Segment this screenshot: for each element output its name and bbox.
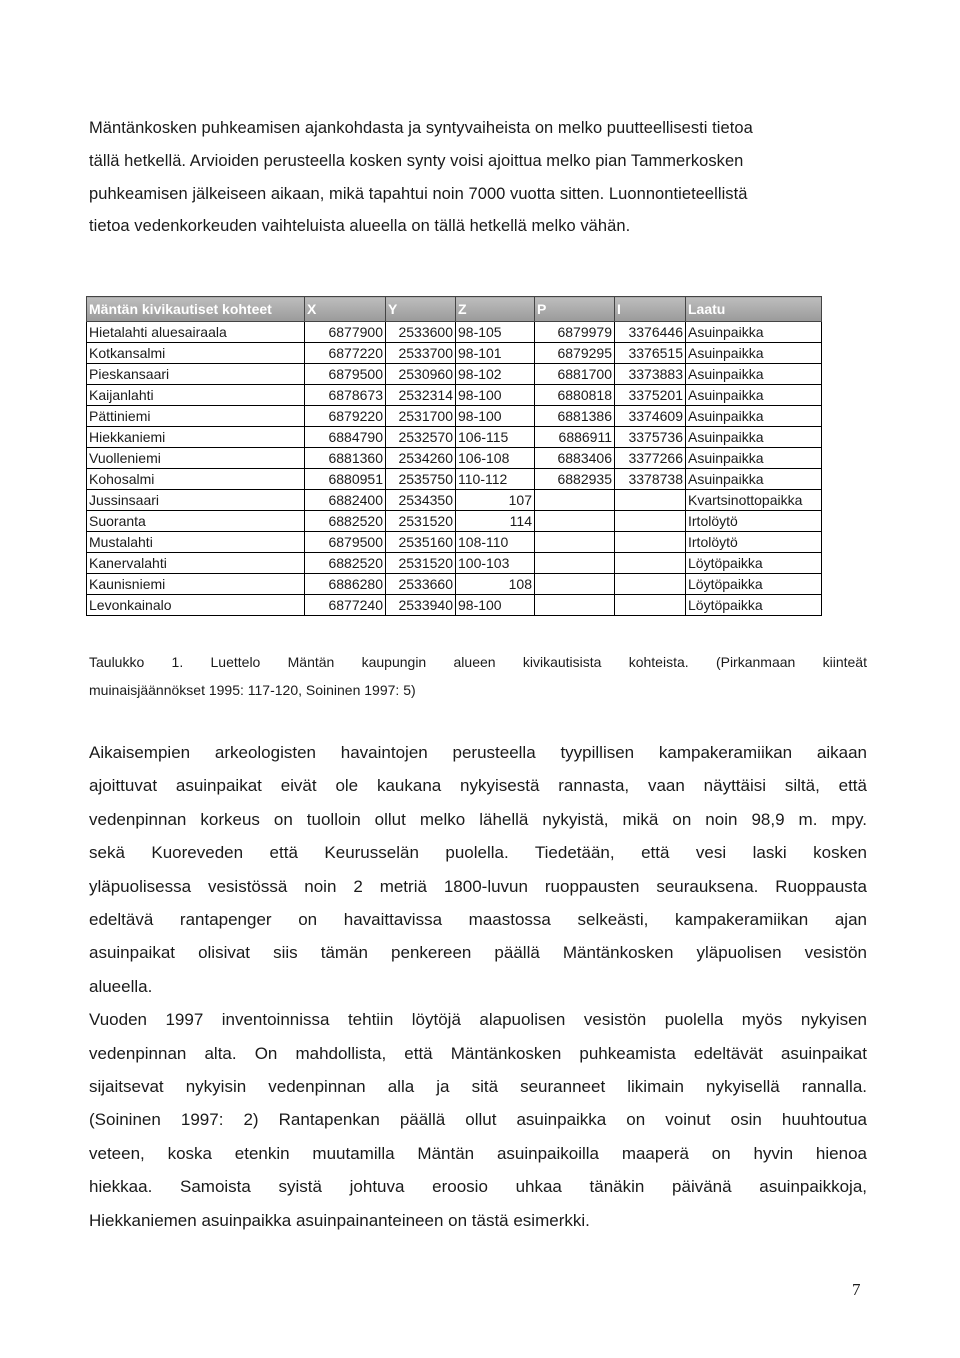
table-cell: 6879220	[305, 406, 386, 427]
table-row	[87, 490, 822, 511]
table-cell: 3373883	[615, 364, 686, 385]
body-line: vedenpinnan korkeus on tuolloin ollut melko lähellä nykyistä, mikä on noin 98,9 m. mpy.	[89, 809, 867, 829]
table-row	[87, 427, 822, 448]
table-cell: Löytöpaikka	[686, 574, 822, 595]
table-row	[87, 448, 822, 469]
table-cell: 6881700	[535, 364, 615, 385]
site-name-cell: Kaunisniemi	[87, 574, 305, 595]
table-cell: Asuinpaikka	[686, 427, 822, 448]
sites-table-wrapper	[86, 296, 822, 616]
table-row	[87, 553, 822, 574]
site-name-cell: Pieskansaari	[87, 364, 305, 385]
caption-word: kaupungin	[361, 654, 427, 670]
table-cell: 3378738	[615, 469, 686, 490]
table-cell: 2533600	[386, 322, 456, 343]
table-cell: 107	[456, 490, 535, 511]
table-cell: 98-101	[456, 343, 535, 364]
table-cell: 98-105	[456, 322, 535, 343]
site-name-cell: Kaijanlahti	[87, 385, 305, 406]
body-line: (Soininen 1997: 2) Rantapenkan päällä ollut asuinpaikka on voinut osin huuhtoutua	[89, 1110, 867, 1130]
table-cell: Irtolöytö	[686, 511, 822, 532]
table-cell: 98-100	[456, 385, 535, 406]
table-cell: 6879979	[535, 322, 615, 343]
table-cell: Löytöpaikka	[686, 553, 822, 574]
table-cell: 2532314	[386, 385, 456, 406]
table-cell: 6886911	[535, 427, 615, 448]
body-line: sekä Kuoreveden että Keurusselän puolella. Tiedetään, että vesi laski kosken	[89, 843, 867, 863]
page-number: 7	[852, 1280, 861, 1299]
table-cell: Asuinpaikka	[686, 448, 822, 469]
table-header-cell: P	[535, 297, 615, 322]
table-cell: Löytöpaikka	[686, 595, 822, 616]
table-cell: 2532570	[386, 427, 456, 448]
table-cell	[535, 553, 615, 574]
table-cell	[615, 490, 686, 511]
caption-word: kiinteät	[822, 654, 867, 670]
table-cell: 98-100	[456, 406, 535, 427]
body-line: asuinpaikat olisivat siis tämän penkereen päällä Mäntänkosken yläpuolisen vesistön	[89, 943, 867, 963]
table-cell: 6877240	[305, 595, 386, 616]
table-row	[87, 343, 822, 364]
table-cell	[535, 595, 615, 616]
table-row	[87, 511, 822, 532]
table-cell: 6883406	[535, 448, 615, 469]
table-cell: 2533940	[386, 595, 456, 616]
body-line: sijaitsevat nykyisin vedenpinnan alla ja sitä seuranneet likimain nykyisellä rannalla.	[89, 1077, 867, 1097]
table-cell	[615, 574, 686, 595]
sites-table	[86, 296, 822, 616]
table-row	[87, 364, 822, 385]
body-line: ajoittuvat asuinpaikat eivät ole kaukana nykyisestä rannasta, vaan näyttäisi siltä, että	[89, 776, 867, 796]
table-cell: 98-100	[456, 595, 535, 616]
table-cell: Irtolöytö	[686, 532, 822, 553]
table-cell: 2531520	[386, 553, 456, 574]
table-row	[87, 322, 822, 343]
table-cell: 3375201	[615, 385, 686, 406]
table-cell: 114	[456, 511, 535, 532]
table-cell: 3377266	[615, 448, 686, 469]
site-name-cell: Pättiniemi	[87, 406, 305, 427]
intro-line: tällä hetkellä. Arvioiden perusteella kosken synty voisi ajoittua melko pian Tammerkosken	[89, 151, 744, 170]
table-cell	[615, 532, 686, 553]
table-cell: 2531520	[386, 511, 456, 532]
site-name-cell: Vuolleniemi	[87, 448, 305, 469]
table-cell: Asuinpaikka	[686, 385, 822, 406]
caption-word: Luettelo	[210, 654, 261, 670]
body-line: vedenpinnan alta. On mahdollista, että Mäntänkosken puhkeamista edeltävät asuinpaikat	[89, 1043, 867, 1063]
table-cell: 2533660	[386, 574, 456, 595]
table-header-cell: Mäntän kivikautiset kohteet	[87, 297, 305, 322]
table-row	[87, 469, 822, 490]
caption-word: Mäntän	[287, 654, 335, 670]
table-header-cell: Laatu	[686, 297, 822, 322]
table-cell: 3374609	[615, 406, 686, 427]
table-cell	[535, 532, 615, 553]
body-line: alueella.	[89, 976, 153, 996]
table-cell: 6877900	[305, 322, 386, 343]
table-cell: 6877220	[305, 343, 386, 364]
caption-word: (Pirkanmaan	[715, 654, 796, 670]
table-cell	[535, 490, 615, 511]
table-header-cell: I	[615, 297, 686, 322]
table-cell: 6879295	[535, 343, 615, 364]
table-cell: 6878673	[305, 385, 386, 406]
site-name-cell: Hiekkaniemi	[87, 427, 305, 448]
table-cell: Asuinpaikka	[686, 322, 822, 343]
body-line: veteen, koska etenkin muutamilla Mäntän asuinpaikoilla maaperä on hyvin hienoa	[89, 1143, 867, 1163]
intro-line: puhkeamisen jälkeiseen aikaan, mikä tapahtui noin 7000 vuotta sitten. Luonnontieteellistä	[89, 184, 748, 203]
caption-word: alueen	[453, 654, 496, 670]
table-cell: 6882935	[535, 469, 615, 490]
table-cell: 108	[456, 574, 535, 595]
intro-paragraph	[89, 112, 867, 243]
table-cell: 2535750	[386, 469, 456, 490]
table-cell	[615, 595, 686, 616]
body-line: Aikaisempien arkeologisten havaintojen perusteella tyypillisen kampakeramiikan aikaan	[89, 743, 867, 762]
body-paragraphs	[89, 736, 867, 1237]
table-cell: 2535160	[386, 532, 456, 553]
table-row	[87, 406, 822, 427]
table-header-cell: Y	[386, 297, 456, 322]
site-name-cell: Kotkansalmi	[87, 343, 305, 364]
site-name-cell: Suoranta	[87, 511, 305, 532]
table-cell: 6882520	[305, 511, 386, 532]
caption-line	[89, 648, 867, 676]
site-name-cell: Kanervalahti	[87, 553, 305, 574]
table-cell: 2531700	[386, 406, 456, 427]
site-name-cell: Kohosalmi	[87, 469, 305, 490]
table-cell: Asuinpaikka	[686, 343, 822, 364]
table-header-cell: X	[305, 297, 386, 322]
caption-word: kohteista.	[628, 654, 689, 670]
body-line: Vuoden 1997 inventoinnissa tehtiin löytöjä alapuolisen vesistön puolella myös nykyisen	[89, 1010, 867, 1030]
table-cell: 2530960	[386, 364, 456, 385]
site-name-cell: Mustalahti	[87, 532, 305, 553]
intro-line: tietoa vedenkorkeuden vaihteluista alueella on tällä hetkellä melko vähän.	[89, 217, 631, 236]
caption-word: 1.	[171, 654, 184, 670]
table-cell: 6886280	[305, 574, 386, 595]
table-cell: 110-112	[456, 469, 535, 490]
table-cell: 108-110	[456, 532, 535, 553]
table-cell: 2534260	[386, 448, 456, 469]
site-name-cell: Levonkainalo	[87, 595, 305, 616]
table-cell: Asuinpaikka	[686, 469, 822, 490]
table-cell: 100-103	[456, 553, 535, 574]
table-cell: 106-115	[456, 427, 535, 448]
caption-word: kivikautisista	[522, 654, 602, 670]
site-name-cell: Jussinsaari	[87, 490, 305, 511]
table-cell: 2533700	[386, 343, 456, 364]
table-cell: Asuinpaikka	[686, 364, 822, 385]
table-row	[87, 574, 822, 595]
table-cell	[615, 511, 686, 532]
body-line: yläpuolisessa vesistössä noin 2 metriä 1800-luvun ruoppausten seurauksena. Ruoppausta	[89, 876, 867, 896]
table-row	[87, 385, 822, 406]
table-cell	[535, 511, 615, 532]
table-cell: 6882400	[305, 490, 386, 511]
table-cell: 2534350	[386, 490, 456, 511]
caption-line: muinaisjäännökset 1995: 117-120, Soininen 1997: 5)	[89, 682, 416, 698]
table-header-cell: Z	[456, 297, 535, 322]
table-header-row	[87, 297, 822, 322]
table-row	[87, 595, 822, 616]
table-row	[87, 532, 822, 553]
table-cell: 3376446	[615, 322, 686, 343]
table-cell: 98-102	[456, 364, 535, 385]
table-cell	[535, 574, 615, 595]
table-caption	[89, 648, 867, 704]
table-cell: 6882520	[305, 553, 386, 574]
table-cell: 6879500	[305, 364, 386, 385]
table-cell: 6881360	[305, 448, 386, 469]
body-line: Hiekkaniemen asuinpaikka asuinpainanteineen on tästä esimerkki.	[89, 1210, 590, 1230]
table-cell	[615, 553, 686, 574]
table-cell: 106-108	[456, 448, 535, 469]
table-cell: Kvartsinottopaikka	[686, 490, 822, 511]
table-cell: Asuinpaikka	[686, 406, 822, 427]
table-cell: 6880818	[535, 385, 615, 406]
table-cell: 6880951	[305, 469, 386, 490]
site-name-cell: Hietalahti aluesairaala	[87, 322, 305, 343]
body-line: hiekkaa. Samoista syistä johtuva eroosio uhkaa tänäkin päivänä asuinpaikkoja,	[89, 1177, 867, 1197]
caption-word: Taulukko	[89, 654, 145, 670]
body-line: edeltävä rantapenger on havaittavissa maastossa selkeästi, kampakeramiikan ajan	[89, 910, 867, 930]
table-cell: 6881386	[535, 406, 615, 427]
table-cell: 6879500	[305, 532, 386, 553]
intro-line: Mäntänkosken puhkeamisen ajankohdasta ja syntyvaiheista on melko puutteellisesti tietoa	[89, 119, 753, 137]
table-cell: 3375736	[615, 427, 686, 448]
table-cell: 3376515	[615, 343, 686, 364]
table-cell: 6884790	[305, 427, 386, 448]
